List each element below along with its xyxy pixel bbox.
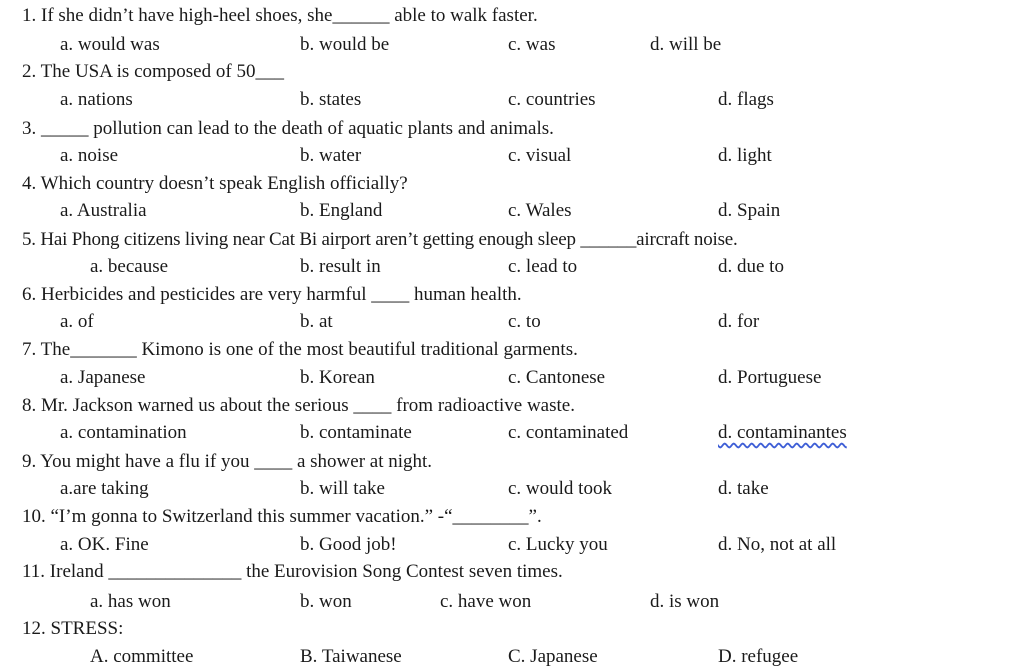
option-b: b. won <box>300 591 352 612</box>
option-b: b. Good job! <box>300 534 397 555</box>
question-7 <box>0 336 1024 363</box>
option-d: d. for <box>718 311 760 332</box>
question-stem: 2. The USA is composed of 50___ <box>22 61 284 82</box>
option-b: b. at <box>300 311 333 332</box>
options-11 <box>0 588 1024 615</box>
question-9 <box>0 448 1024 475</box>
option-d: d. Spain <box>718 200 781 221</box>
option-d: d. No, not at all <box>718 534 837 555</box>
option-d: d. contaminantes <box>718 422 847 443</box>
option-a: a. nations <box>60 89 133 110</box>
option-a: a. of <box>60 311 94 332</box>
option-b: B. Taiwanese <box>300 646 402 667</box>
question-2 <box>0 58 1024 85</box>
option-b: b. states <box>300 89 362 110</box>
question-3 <box>0 115 1024 142</box>
question-stem: 8. Mr. Jackson warned us about the serious ____ from radioactive waste. <box>22 395 575 416</box>
question-stem: 6. Herbicides and pesticides are very harmful ____ human health. <box>22 284 522 305</box>
option-c: c. contaminated <box>508 422 629 443</box>
option-c: c. Cantonese <box>508 367 606 388</box>
option-a: a. because <box>90 256 169 277</box>
option-a: a. Japanese <box>60 367 146 388</box>
option-d: d. take <box>718 478 769 499</box>
option-c: c. was <box>508 34 556 55</box>
question-11 <box>0 558 1024 585</box>
option-a: a. Australia <box>60 200 147 221</box>
option-d: D. refugee <box>718 646 799 667</box>
option-d: d. is won <box>650 591 720 612</box>
option-a: a. contamination <box>60 422 187 443</box>
question-10 <box>0 503 1024 530</box>
options-1 <box>0 31 1024 58</box>
option-a: a. would was <box>60 34 160 55</box>
question-stem: 7. The_______ Kimono is one of the most beautiful traditional garments. <box>22 339 578 360</box>
option-d: d. will be <box>650 34 722 55</box>
question-stem: 9. You might have a flu if you ____ a shower at night. <box>22 451 433 472</box>
options-6 <box>0 308 1024 335</box>
options-4 <box>0 197 1024 224</box>
option-d: d. due to <box>718 256 784 277</box>
option-a: A. committee <box>90 646 194 667</box>
option-d: d. flags <box>718 89 774 110</box>
option-c: c. Wales <box>508 200 572 221</box>
question-stem: 12. STRESS: <box>22 618 124 639</box>
question-6 <box>0 281 1024 308</box>
question-8 <box>0 392 1024 419</box>
question-stem: 10. “I’m gonna to Switzerland this summer vacation.” -“________”. <box>22 506 542 527</box>
question-stem: 1. If she didn’t have high-heel shoes, she______ able to walk faster. <box>22 5 538 26</box>
option-b: b. result in <box>300 256 381 277</box>
option-c: c. would took <box>508 478 612 499</box>
question-12 <box>0 615 1024 642</box>
option-c: c. Lucky you <box>508 534 608 555</box>
option-b: b. England <box>300 200 383 221</box>
options-7 <box>0 364 1024 391</box>
option-c: c. countries <box>508 89 596 110</box>
option-a: a. has won <box>90 591 171 612</box>
question-1 <box>0 2 1024 29</box>
question-stem: 3. _____ pollution can lead to the death of aquatic plants and animals. <box>22 118 554 139</box>
option-c: c. lead to <box>508 256 578 277</box>
option-b: b. Korean <box>300 367 375 388</box>
option-b: b. would be <box>300 34 390 55</box>
question-stem: 4. Which country doesn’t speak English officially? <box>22 173 408 194</box>
option-b: b. water <box>300 145 362 166</box>
question-4 <box>0 170 1024 197</box>
option-d: d. light <box>718 145 772 166</box>
option-d: d. Portuguese <box>718 367 822 388</box>
option-b: b. contaminate <box>300 422 412 443</box>
option-b: b. will take <box>300 478 385 499</box>
option-a: a. noise <box>60 145 119 166</box>
option-c: c. visual <box>508 145 572 166</box>
options-3 <box>0 142 1024 169</box>
option-a: a. OK. Fine <box>60 534 149 555</box>
options-9 <box>0 475 1024 502</box>
options-10 <box>0 531 1024 558</box>
options-12 <box>0 643 1024 670</box>
options-5 <box>0 253 1024 280</box>
option-a: a.are taking <box>60 478 149 499</box>
question-5 <box>0 226 1024 253</box>
question-stem: 11. Ireland ______________ the Eurovision Song Contest seven times. <box>22 561 563 582</box>
option-c: C. Japanese <box>508 646 598 667</box>
option-c: c. to <box>508 311 541 332</box>
option-c: c. have won <box>440 591 532 612</box>
options-8 <box>0 419 1024 446</box>
question-stem: 5. Hai Phong citizens living near Cat Bi airport aren’t getting enough sleep ______aircraft noise. <box>22 229 738 250</box>
options-2 <box>0 86 1024 113</box>
